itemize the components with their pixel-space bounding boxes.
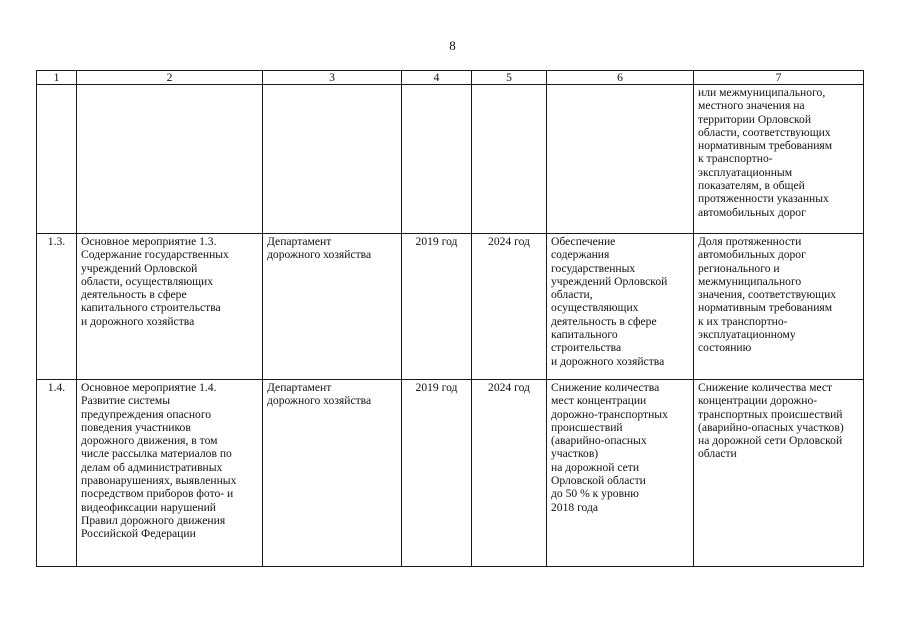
end-year-cell: 2024 год (472, 234, 547, 380)
measures-table (36, 70, 864, 567)
header-col-6: 6 (547, 71, 694, 85)
start-year-cell: 2019 год (402, 234, 472, 380)
measure-cell: Основное мероприятие 1.4. Развитие системы предупреждения опасного поведения участников дорожного движения, в том числе рассылка материалов по делам об административных правонарушениях, выявленных посредством приборов фото- и видеофиксации нарушений Правил дорожного движения Российской Федерации (77, 380, 263, 567)
measure-cell (77, 85, 263, 234)
end-year-cell: 2024 год (472, 380, 547, 567)
indicator-cell: или межмуниципального, местного значения на территории Орловской области, соответствующих нормативным требованиям к транспортно- эксплуатационным показателям, в общей протяженности указанных автомобильных дорог (694, 85, 864, 234)
header-col-3: 3 (263, 71, 402, 85)
end-year-cell (472, 85, 547, 234)
header-col-7: 7 (694, 71, 864, 85)
header-col-5: 5 (472, 71, 547, 85)
result-cell: Снижение количества мест концентрации дорожно-транспортных происшествий (аварийно-опасных участков) на дорожной сети Орловской области до 50 % к уровню 2018 года (547, 380, 694, 567)
table-row (37, 234, 864, 380)
executor-cell: Департамент дорожного хозяйства (263, 234, 402, 380)
result-cell: Обеспечение содержания государственных учреждений Орловской области, осуществляющих деятельность в сфере капитального строительства и дорожного хозяйства (547, 234, 694, 380)
measure-cell: Основное мероприятие 1.3. Содержание государственных учреждений Орловской области, осуществляющих деятельность в сфере капитального строительства и дорожного хозяйства (77, 234, 263, 380)
header-col-4: 4 (402, 71, 472, 85)
table-row (37, 380, 864, 567)
row-number: 1.4. (37, 380, 77, 567)
start-year-cell (402, 85, 472, 234)
row-number (37, 85, 77, 234)
indicator-cell: Доля протяженности автомобильных дорог регионального и межмуниципального значения, соответствующих нормативным требованиям к их транспортно- эксплуатационному состоянию (694, 234, 864, 380)
start-year-cell: 2019 год (402, 380, 472, 567)
result-cell (547, 85, 694, 234)
header-row (37, 71, 864, 85)
executor-cell (263, 85, 402, 234)
executor-cell: Департамент дорожного хозяйства (263, 380, 402, 567)
page-number: 8 (449, 38, 456, 53)
table-row (37, 85, 864, 234)
row-number: 1.3. (37, 234, 77, 380)
header-col-1: 1 (37, 71, 77, 85)
indicator-cell: Снижение количества мест концентрации дорожно- транспортных происшествий (аварийно-опасных участков) на дорожной сети Орловской области (694, 380, 864, 567)
header-col-2: 2 (77, 71, 263, 85)
